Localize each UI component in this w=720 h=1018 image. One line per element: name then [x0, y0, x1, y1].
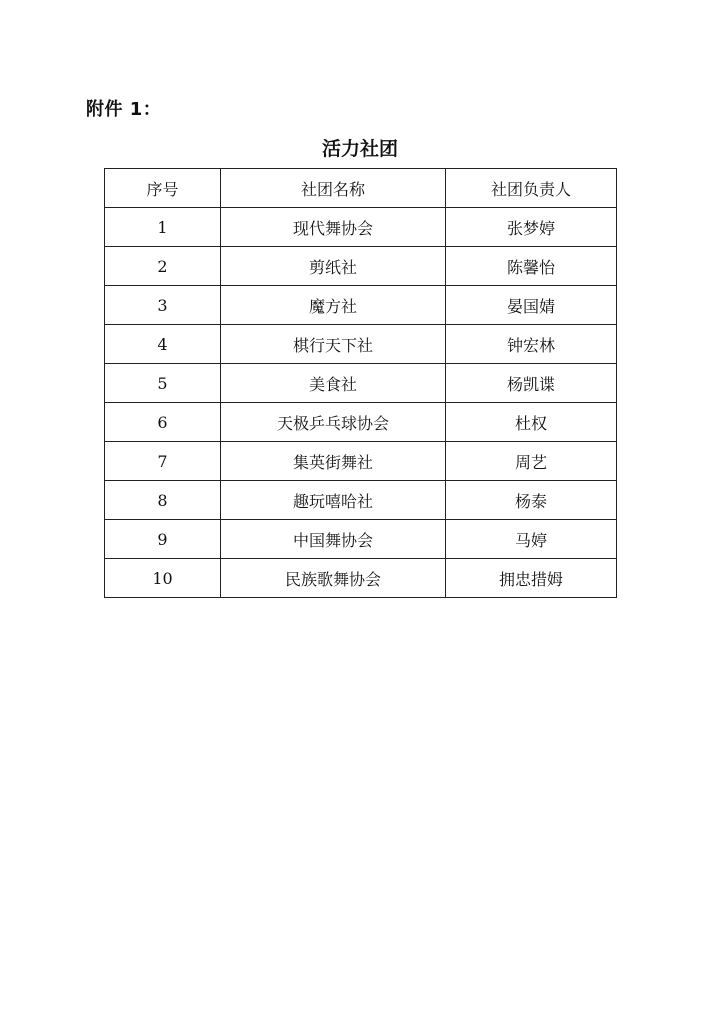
header-index: 序号: [105, 169, 221, 208]
table-row: [105, 325, 617, 364]
cell-index: 10: [105, 559, 221, 598]
cell-club-leader: 杜权: [446, 403, 617, 442]
cell-index: 3: [105, 286, 221, 325]
cell-index: 5: [105, 364, 221, 403]
cell-club-leader: 杨凯谍: [446, 364, 617, 403]
cell-club-name: 剪纸社: [221, 247, 446, 286]
table-header-row: [105, 169, 617, 208]
table-row: [105, 520, 617, 559]
table-row: [105, 208, 617, 247]
cell-index: 4: [105, 325, 221, 364]
cell-club-name: 现代舞协会: [221, 208, 446, 247]
table-row: [105, 481, 617, 520]
cell-club-leader: 杨泰: [446, 481, 617, 520]
cell-index: 7: [105, 442, 221, 481]
cell-index: 6: [105, 403, 221, 442]
cell-club-leader: 晏国婧: [446, 286, 617, 325]
cell-index: 9: [105, 520, 221, 559]
cell-club-name: 中国舞协会: [221, 520, 446, 559]
header-club-name: 社团名称: [221, 169, 446, 208]
cell-club-leader: 拥忠措姆: [446, 559, 617, 598]
cell-club-leader: 张梦婷: [446, 208, 617, 247]
document-title: 活力社团: [321, 138, 398, 160]
cell-club-name: 魔方社: [221, 286, 446, 325]
cell-index: 2: [105, 247, 221, 286]
cell-club-name: 民族歌舞协会: [221, 559, 446, 598]
table-row: [105, 403, 617, 442]
cell-club-name: 趣玩嘻哈社: [221, 481, 446, 520]
cell-club-name: 天极乒乓球协会: [221, 403, 446, 442]
table-row: [105, 286, 617, 325]
header-club-leader: 社团负责人: [446, 169, 617, 208]
cell-index: 1: [105, 208, 221, 247]
cell-index: 8: [105, 481, 221, 520]
table-row: [105, 247, 617, 286]
cell-club-leader: 马婷: [446, 520, 617, 559]
cell-club-name: 美食社: [221, 364, 446, 403]
cell-club-name: 集英街舞社: [221, 442, 446, 481]
club-table: [104, 168, 617, 598]
cell-club-leader: 周艺: [446, 442, 617, 481]
cell-club-leader: 钟宏林: [446, 325, 617, 364]
attachment-label: 附件 1：: [86, 99, 162, 120]
table-row: [105, 442, 617, 481]
cell-club-name: 棋行天下社: [221, 325, 446, 364]
cell-club-leader: 陈馨怡: [446, 247, 617, 286]
table-row: [105, 364, 617, 403]
table-row: [105, 559, 617, 598]
